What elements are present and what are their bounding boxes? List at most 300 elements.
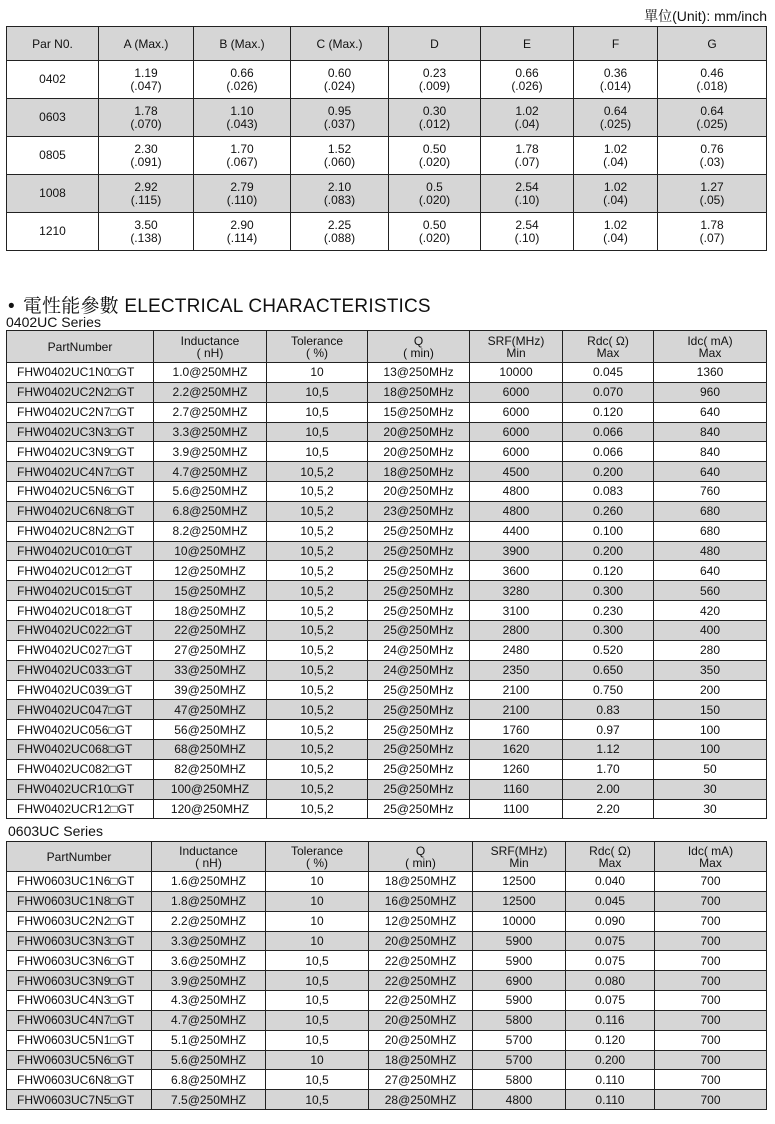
q-cell: 24@250MHz [368,660,470,680]
q-cell: 18@250MHZ [369,872,473,892]
idc-cell: 760 [654,482,767,502]
dim-value-mm: 0.66 [515,65,539,80]
srf-cell: 5700 [473,1050,566,1070]
rdc-cell: 0.066 [563,422,654,442]
table-row [7,779,767,799]
part-number-cell: FHW0402UC6N8□GT [7,501,154,521]
dim-value-mm: 2.10 [327,179,352,194]
idc-cell: 700 [655,1070,767,1090]
section-title-text: 電性能參數 ELECTRICAL CHARACTERISTICS [22,296,431,317]
dim-value-mm: 0.60 [327,65,352,80]
idc-cell: 280 [654,640,767,660]
q-cell: 20@250MHZ [369,1010,473,1030]
dim-value-cell [194,213,291,251]
part-number-cell: FHW0402UC068□GT [7,740,154,760]
idc-cell: 680 [654,521,767,541]
rdc-cell: 0.110 [566,1090,655,1110]
table-row [7,700,767,720]
rdc-cell: 0.080 [566,971,655,991]
dim-value-inch: (.091) [130,154,162,169]
table-row [7,501,767,521]
dimension-row [7,175,767,213]
q-cell: 20@250MHz [368,442,470,462]
dimension-row [7,137,767,175]
table-row [7,759,767,779]
idc-cell: 700 [655,931,767,951]
rdc-cell: 0.200 [566,1050,655,1070]
inductance-cell: 120@250MHZ [154,799,267,819]
rdc-cell: 0.300 [563,581,654,601]
dim-value-mm: 1.02 [515,103,539,118]
electrical-table-0402uc [6,330,767,819]
dim-value-inch: (.083) [323,192,356,207]
tolerance-cell: 10,5,2 [267,482,368,502]
q-cell: 20@250MHZ [369,1030,473,1050]
dim-value-inch: (.043) [226,116,258,131]
dim-value-mm: 0.30 [422,103,447,118]
dim-value-mm: 0.50 [422,141,447,156]
srf-cell: 1620 [470,740,563,760]
q-cell: 25@250MHz [368,521,470,541]
part-number-cell: FHW0402UC039□GT [7,680,154,700]
inductance-cell: 2.2@250MHZ [152,911,266,931]
idc-cell: 150 [654,700,767,720]
dim-value-inch: (.088) [323,230,356,245]
dim-value-inch: (.04) [603,192,628,207]
rdc-cell: 0.083 [563,482,654,502]
dim-part-cell: 0805 [7,137,99,175]
inductance-cell: 3.3@250MHZ [154,422,267,442]
idc-cell: 960 [654,382,767,402]
dim-value-inch: (.067) [226,154,258,169]
dim-header: B (Max.) [194,27,291,61]
rdc-cell: 1.70 [563,759,654,779]
inductance-cell: 56@250MHZ [154,720,267,740]
part-number-cell: FHW0402UC5N6□GT [7,482,154,502]
rdc-cell: 0.045 [566,891,655,911]
tolerance-cell: 10,5 [266,1010,369,1030]
rdc-cell: 2.00 [563,779,654,799]
srf-cell: 2800 [470,620,563,640]
dim-header: G [658,27,767,61]
table-row [7,951,767,971]
part-number-cell: FHW0402UC8N2□GT [7,521,154,541]
tolerance-cell: 10,5,2 [267,700,368,720]
srf-cell: 6000 [470,402,563,422]
dim-value-inch: (.020) [418,230,451,245]
tolerance-cell: 10,5 [266,991,369,1011]
rdc-cell: 0.100 [563,521,654,541]
dim-value-inch: (.138) [130,230,162,245]
srf-cell: 5800 [473,1070,566,1090]
rdc-cell: 0.83 [563,700,654,720]
tolerance-cell: 10 [266,891,369,911]
part-number-cell: FHW0402UC4N7□GT [7,462,154,482]
rdc-cell: 0.97 [563,720,654,740]
q-cell: 25@250MHz [368,601,470,621]
table-row [7,521,767,541]
header-part-number: PartNumber [7,842,152,872]
dim-value-mm: 0.23 [422,65,447,80]
idc-cell: 840 [654,442,767,462]
idc-cell: 640 [654,462,767,482]
inductance-cell: 4.3@250MHZ [152,991,266,1011]
part-number-cell: FHW0603UC5N6□GT [7,1050,152,1070]
tolerance-cell: 10,5 [266,1070,369,1090]
inductance-cell: 4.7@250MHZ [152,1010,266,1030]
rdc-cell: 0.040 [566,872,655,892]
table-row [7,1050,767,1070]
dim-header: E [481,27,574,61]
tolerance-cell: 10,5,2 [267,620,368,640]
q-cell: 16@250MHZ [369,891,473,911]
srf-cell: 3600 [470,561,563,581]
dim-value-mm: 1.02 [603,179,628,194]
part-number-cell: FHW0402UC3N3□GT [7,422,154,442]
q-cell: 12@250MHZ [369,911,473,931]
idc-cell: 350 [654,660,767,680]
idc-cell: 700 [655,1030,767,1050]
rdc-cell: 0.070 [563,382,654,402]
dim-value-inch: (.110) [226,192,258,207]
table-row [7,382,767,402]
part-number-cell: FHW0402UC012□GT [7,561,154,581]
table-row [7,891,767,911]
srf-cell: 5800 [473,1010,566,1030]
inductance-cell: 8.2@250MHZ [154,521,267,541]
tolerance-cell: 10,5 [266,1090,369,1110]
dimension-row [7,99,767,137]
part-number-cell: FHW0603UC1N6□GT [7,872,152,892]
srf-cell: 4800 [473,1090,566,1110]
dim-value-mm: 1.10 [230,103,254,118]
srf-cell: 5700 [473,1030,566,1050]
dim-value-cell [194,99,291,137]
inductance-cell: 7.5@250MHZ [152,1090,266,1110]
srf-cell: 6000 [470,422,563,442]
series-label-0402uc: 0402UC Series [6,314,101,330]
dim-value-cell [194,61,291,99]
rdc-cell: 0.090 [566,911,655,931]
idc-cell: 700 [655,1050,767,1070]
part-number-cell: FHW0603UC3N9□GT [7,971,152,991]
table-row [7,402,767,422]
dim-value-cell [574,61,658,99]
dim-value-mm: 0.50 [422,217,447,232]
electrical-header-row [7,331,767,363]
dim-value-inch: (.115) [130,192,162,207]
tolerance-cell: 10,5,2 [267,521,368,541]
tolerance-cell: 10,5,2 [267,501,368,521]
rdc-cell: 0.750 [563,680,654,700]
dim-value-cell [481,99,574,137]
q-cell: 18@250MHz [368,462,470,482]
dim-value-inch: (.047) [130,78,162,93]
dim-value-cell [574,213,658,251]
bullet-icon: • [8,296,15,317]
rdc-cell: 0.300 [563,620,654,640]
srf-cell: 1260 [470,759,563,779]
dim-header: F [574,27,658,61]
dim-value-inch: (.009) [418,78,451,93]
part-number-cell: FHW0402UC2N2□GT [7,382,154,402]
table-row [7,601,767,621]
idc-cell: 200 [654,680,767,700]
dim-value-mm: 1.78 [515,141,539,156]
dim-value-mm: 1.52 [327,141,352,156]
dim-value-inch: (.05) [699,192,725,207]
table-row [7,462,767,482]
inductance-cell: 33@250MHZ [154,660,267,680]
inductance-cell: 2.2@250MHZ [154,382,267,402]
dim-part-cell: 0603 [7,99,99,137]
idc-cell: 700 [655,1010,767,1030]
table-row [7,1030,767,1050]
dim-header: A (Max.) [99,27,194,61]
dimensions-body [7,61,767,251]
tolerance-cell: 10 [266,911,369,931]
tolerance-cell: 10,5,2 [267,740,368,760]
srf-cell: 1760 [470,720,563,740]
rdc-cell: 0.520 [563,640,654,660]
rdc-cell: 0.200 [563,462,654,482]
srf-cell: 12500 [473,891,566,911]
tolerance-cell: 10 [266,872,369,892]
dim-value-cell [291,175,389,213]
dim-value-inch: (.07) [514,154,540,169]
tolerance-cell: 10 [266,1050,369,1070]
dim-value-cell [481,175,574,213]
idc-cell: 100 [654,740,767,760]
series-label-0603uc: 0603UC Series [8,823,103,839]
inductance-cell: 82@250MHZ [154,759,267,779]
rdc-cell: 0.066 [563,442,654,462]
electrical-header-row [7,842,767,872]
table-row [7,660,767,680]
q-cell: 25@250MHz [368,561,470,581]
rdc-cell: 0.120 [566,1030,655,1050]
header-inductance: Inductance ( nH) [152,842,266,872]
header-tolerance: Tolerance ( %) [267,331,368,363]
part-number-cell: FHW0402UC027□GT [7,640,154,660]
srf-cell: 10000 [473,911,566,931]
dim-value-mm: 0.64 [603,103,628,118]
tolerance-cell: 10,5 [266,1030,369,1050]
dim-value-cell [481,137,574,175]
tolerance-cell: 10,5,2 [267,680,368,700]
dim-value-cell [389,137,481,175]
q-cell: 25@250MHz [368,680,470,700]
dim-value-inch: (.020) [418,154,451,169]
dim-part-cell: 1008 [7,175,99,213]
q-cell: 25@250MHz [368,720,470,740]
srf-cell: 2100 [470,700,563,720]
srf-cell: 2350 [470,660,563,680]
srf-cell: 12500 [473,872,566,892]
inductance-cell: 22@250MHZ [154,620,267,640]
q-cell: 25@250MHz [368,620,470,640]
tolerance-cell: 10,5,2 [267,561,368,581]
inductance-cell: 12@250MHZ [154,561,267,581]
inductance-cell: 1.8@250MHZ [152,891,266,911]
srf-cell: 10000 [470,363,563,383]
dim-value-cell [658,213,767,251]
inductance-cell: 6.8@250MHZ [154,501,267,521]
electrical-body-0603uc [7,872,767,1110]
dim-value-cell [658,137,767,175]
header-srf: SRF(MHz) Min [473,842,566,872]
inductance-cell: 5.6@250MHZ [152,1050,266,1070]
table-row [7,911,767,931]
dim-value-inch: (.03) [699,154,725,169]
part-number-cell: FHW0603UC1N8□GT [7,891,152,911]
dim-value-inch: (.04) [514,116,540,131]
inductance-cell: 18@250MHZ [154,601,267,621]
table-row [7,931,767,951]
dim-value-mm: 0.46 [700,65,724,80]
idc-cell: 700 [655,951,767,971]
dim-value-cell [389,213,481,251]
srf-cell: 1100 [470,799,563,819]
electrical-table-0603uc [6,841,767,1110]
q-cell: 20@250MHz [368,422,470,442]
table-row [7,1070,767,1090]
q-cell: 22@250MHZ [369,991,473,1011]
srf-cell: 3100 [470,601,563,621]
inductance-cell: 4.7@250MHZ [154,462,267,482]
inductance-cell: 47@250MHZ [154,700,267,720]
dim-value-mm: 3.50 [134,217,158,232]
part-number-cell: FHW0603UC7N5□GT [7,1090,152,1110]
table-row [7,991,767,1011]
header-idc: Idc( mA) Max [654,331,767,363]
dim-value-mm: 2.30 [134,141,158,156]
part-number-cell: FHW0603UC3N3□GT [7,931,152,951]
dim-value-mm: 2.90 [230,217,254,232]
q-cell: 22@250MHZ [369,971,473,991]
rdc-cell: 0.116 [566,1010,655,1030]
table-row [7,640,767,660]
q-cell: 22@250MHZ [369,951,473,971]
q-cell: 27@250MHZ [369,1070,473,1090]
inductance-cell: 3.6@250MHZ [152,951,266,971]
dim-value-inch: (.025) [599,116,632,131]
rdc-cell: 0.075 [566,991,655,1011]
rdc-cell: 0.200 [563,541,654,561]
dim-value-inch: (.020) [418,192,451,207]
dim-value-mm: 1.78 [700,217,724,232]
srf-cell: 5900 [473,951,566,971]
tolerance-cell: 10,5,2 [267,462,368,482]
q-cell: 28@250MHZ [369,1090,473,1110]
tolerance-cell: 10,5 [267,382,368,402]
dim-value-inch: (.04) [603,154,628,169]
dim-value-mm: 2.79 [230,179,254,194]
idc-cell: 700 [655,991,767,1011]
dim-header: D [389,27,481,61]
idc-cell: 840 [654,422,767,442]
inductance-cell: 1.6@250MHZ [152,872,266,892]
dim-value-mm: 1.70 [230,141,254,156]
srf-cell: 2480 [470,640,563,660]
table-row [7,541,767,561]
idc-cell: 400 [654,620,767,640]
dim-value-inch: (.014) [599,78,632,93]
inductance-cell: 39@250MHZ [154,680,267,700]
dim-value-mm: 2.92 [134,179,158,194]
dim-value-inch: (.026) [511,78,543,93]
header-part-number: PartNumber [7,331,154,363]
dim-value-cell [99,137,194,175]
part-number-cell: FHW0603UC3N6□GT [7,951,152,971]
rdc-cell: 0.120 [563,402,654,422]
part-number-cell: FHW0402UC010□GT [7,541,154,561]
idc-cell: 680 [654,501,767,521]
dimensions-table [6,26,767,251]
dim-value-cell [389,61,481,99]
q-cell: 25@250MHz [368,700,470,720]
inductance-cell: 3.9@250MHZ [154,442,267,462]
table-row [7,561,767,581]
inductance-cell: 5.6@250MHZ [154,482,267,502]
q-cell: 15@250MHz [368,402,470,422]
q-cell: 13@250MHz [368,363,470,383]
table-row [7,620,767,640]
part-number-cell: FHW0402UC2N7□GT [7,402,154,422]
table-row [7,720,767,740]
part-number-cell: FHW0402UC022□GT [7,620,154,640]
dim-value-cell [194,137,291,175]
rdc-cell: 0.120 [563,561,654,581]
tolerance-cell: 10,5 [266,971,369,991]
table-row [7,422,767,442]
rdc-cell: 0.230 [563,601,654,621]
table-row [7,872,767,892]
tolerance-cell: 10,5,2 [267,581,368,601]
q-cell: 20@250MHZ [369,931,473,951]
q-cell: 25@250MHz [368,581,470,601]
q-cell: 25@250MHz [368,799,470,819]
rdc-cell: 0.075 [566,951,655,971]
srf-cell: 6000 [470,382,563,402]
table-row [7,1090,767,1110]
header-rdc: Rdc( Ω) Max [566,842,655,872]
dim-value-inch: (.10) [514,230,540,245]
dim-value-mm: 1.19 [134,65,158,80]
dim-value-mm: 0.5 [426,179,443,194]
part-number-cell: FHW0402UC3N9□GT [7,442,154,462]
table-row [7,363,767,383]
table-row [7,680,767,700]
dim-value-cell [574,175,658,213]
idc-cell: 50 [654,759,767,779]
dim-header: C (Max.) [291,27,389,61]
dim-value-cell [99,61,194,99]
part-number-cell: FHW0603UC5N1□GT [7,1030,152,1050]
inductance-cell: 1.0@250MHZ [154,363,267,383]
part-number-cell: FHW0603UC4N3□GT [7,991,152,1011]
q-cell: 20@250MHz [368,482,470,502]
dim-value-inch: (.04) [603,230,628,245]
dim-value-cell [658,61,767,99]
table-row [7,1010,767,1030]
idc-cell: 560 [654,581,767,601]
header-srf: SRF(MHz) Min [470,331,563,363]
dim-value-mm: 0.64 [700,103,724,118]
q-cell: 23@250MHz [368,501,470,521]
dim-value-inch: (.037) [323,116,356,131]
unit-note: 單位(Unit): mm/inch [644,8,767,24]
